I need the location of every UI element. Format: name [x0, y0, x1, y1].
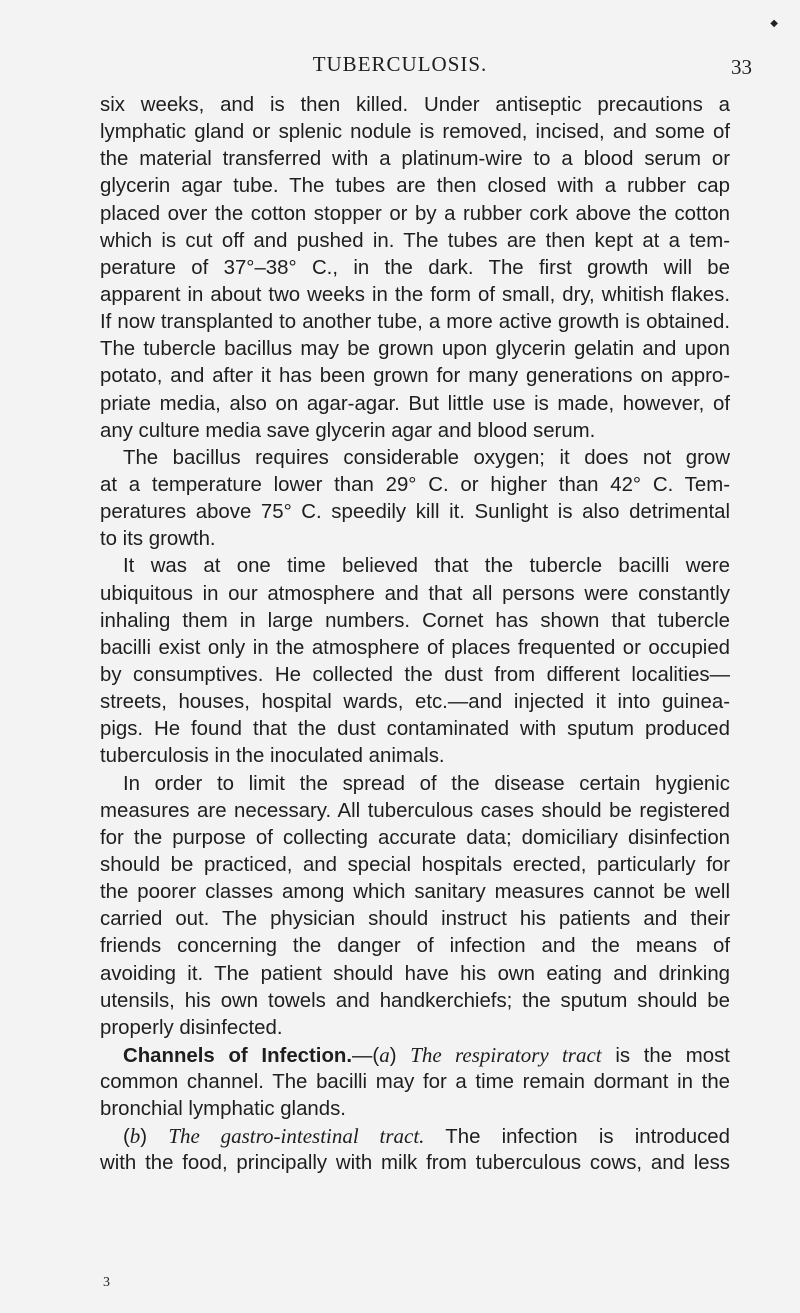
text-line: avoiding it. The patient should have his own eating and drinking: [100, 962, 730, 985]
close-paren-b: ): [140, 1126, 169, 1149]
text-line: placed over the cotton stopper or by a rubber cork above the cotton: [100, 202, 730, 225]
text-line: glycerin agar tube. The tubes are then closed with a rubber cap: [100, 175, 730, 198]
text-line: friends concerning the danger of infection and the means of: [100, 935, 730, 958]
text-line: which is cut off and pushed in. The tubes are then kept at a tem-: [100, 229, 730, 252]
letter-b: b: [129, 1124, 141, 1149]
body-text: [100, 92, 730, 1178]
text-line: pigs. He found that the dust contaminated with sputum produced: [100, 718, 730, 741]
text-line: lymphatic gland or splenic nodule is removed, incised, and some of: [100, 121, 730, 144]
text-line: apparent in about two weeks in the form of small, dry, whitish flakes.: [100, 283, 730, 306]
text-line: The bacillus requires considerable oxygen; it does not grow: [123, 446, 730, 469]
text-line: at a temperature lower than 29° C. or higher than 42° C. Tem-: [100, 473, 730, 496]
text-line: bronchial lymphatic glands.: [100, 1098, 346, 1121]
text-line: carried out. The physician should instruct his patients and their: [100, 908, 730, 931]
text-line: priate media, also on agar-agar. But little use is made, however, of: [100, 392, 730, 415]
text-line: by consumptives. He collected the dust from different localities—: [100, 663, 730, 686]
text-line: the poorer classes among which sanitary measures cannot be well: [100, 881, 730, 904]
term-gastro: The gastro-intestinal tract.: [168, 1124, 425, 1149]
close-paren: ): [389, 1044, 411, 1067]
term-respiratory: The respiratory tract: [410, 1042, 602, 1067]
text-line: properly disinfected.: [100, 1016, 283, 1039]
letter-a: a: [379, 1042, 390, 1067]
channels-line-1: [100, 1042, 730, 1069]
dash: —(: [352, 1044, 380, 1067]
text-line: streets, houses, hospital wards, etc.—and injected it into guinea-: [100, 691, 730, 714]
page-header: [0, 52, 800, 86]
text-line: perature of 37°–38° C., in the dark. The first growth will be: [100, 256, 730, 279]
text-line: peratures above 75° C. speedily kill it. Sunlight is also detrimental: [100, 501, 730, 524]
rest-b: The infection is introduced: [424, 1126, 730, 1149]
page-number: 33: [731, 55, 752, 79]
text-line: In order to limit the spread of the disease certain hygienic: [123, 772, 730, 795]
text-line: common channel. The bacilli may for a time remain dormant in the: [100, 1071, 730, 1094]
signature-mark: 3: [103, 1275, 110, 1290]
text-line: for the purpose of collecting accurate data; domiciliary disinfection: [100, 826, 730, 849]
text-line: bacilli exist only in the atmosphere of places frequented or occupied: [100, 636, 730, 659]
text-line: If now transplanted to another tube, a more active growth is obtained.: [100, 311, 730, 334]
text-line: to its growth.: [100, 528, 216, 551]
text-line: It was at one time believed that the tubercle bacilli were: [123, 555, 730, 578]
text-line: ubiquitous in our atmosphere and that all persons were constantly: [100, 582, 730, 605]
text-line: any culture media save glycerin agar and blood serum.: [100, 419, 596, 442]
text-line: utensils, his own towels and handkerchiefs; the sputum should be: [100, 989, 730, 1012]
text-line: six weeks, and is then killed. Under antiseptic precautions a: [100, 94, 730, 116]
open-paren: (: [123, 1126, 130, 1149]
text-line: measures are necessary. All tuberculous cases should be registered: [100, 799, 730, 822]
text-line: with the food, principally with milk from tuberculous cows, and less: [100, 1152, 730, 1175]
text-line: should be practiced, and special hospitals erected, particularly for: [100, 853, 730, 876]
text-line: the material transferred with a platinum-wire to a blood serum or: [100, 148, 730, 171]
running-head: TUBERCULOSIS.: [312, 52, 488, 76]
corner-mark: ◆: [770, 18, 778, 29]
text-line: tuberculosis in the inoculated animals.: [100, 745, 445, 768]
rest-a: is the most: [601, 1044, 730, 1067]
channels-line-4: [100, 1123, 730, 1150]
section-heading: Channels of Infection.: [123, 1044, 353, 1067]
text-line: The tubercle bacillus may be grown upon glycerin gelatin and upon: [100, 338, 730, 361]
text-line: potato, and after it has been grown for many generations on appro-: [100, 365, 730, 388]
text-line: inhaling them in large numbers. Cornet has shown that tubercle: [100, 609, 730, 632]
